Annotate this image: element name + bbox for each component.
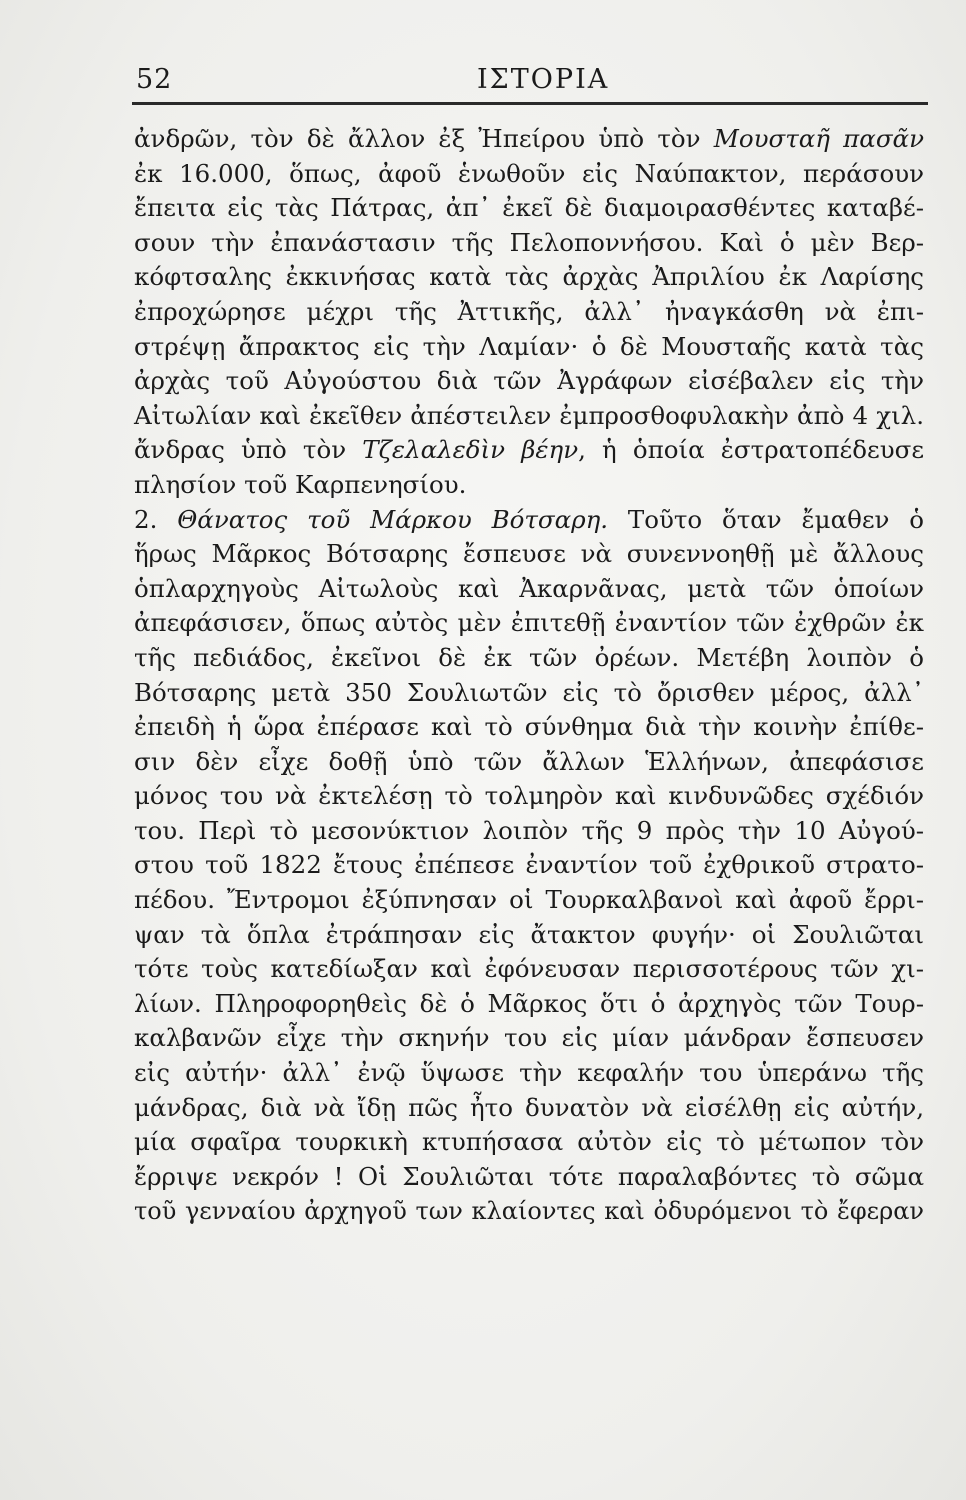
text-segment: , ἡ ὁποία ἐστρατοπέδευσε: [578, 435, 925, 465]
text-segment: ὁπλαρχηγοὺς Αἰτωλοὺς καὶ Ἀκαρνᾶνας, μετὰ τῶν ὁποίων: [134, 573, 924, 603]
text-segment: εἰς αὐτήν· ἀλλ᾽ ἐνῷ ὕψωσε τὴν κεφαλήν του ὑπεράνω τῆς: [134, 1058, 924, 1088]
text-line: [134, 191, 924, 226]
text-line: [134, 952, 924, 987]
page-number: 52: [136, 64, 173, 95]
header-rule: [132, 102, 928, 105]
text-line: [134, 641, 924, 676]
text-segment: ἐκ 16.000, ὅπως, ἀφοῦ ἑνωθοῦν εἰς Ναύπακτον, περάσουν: [134, 158, 924, 188]
text-line: [134, 676, 924, 711]
text-segment: μία σφαῖρα τουρκικὴ κτυπήσασα αὐτὸν εἰς τὸ μέτωπον τὸν: [134, 1127, 924, 1157]
text-line: [134, 468, 924, 503]
text-segment: κόφτσαλης ἐκκινήσας κατὰ τὰς ἀρχὰς Ἀπριλίου ἐκ Λαρίσης: [134, 262, 924, 292]
text-line: [134, 503, 924, 538]
text-line: [134, 710, 924, 745]
text-line: [134, 399, 924, 434]
text-segment: ἔρριψε νεκρόν ! Οἱ Σουλιῶται τότε παραλαβόντες τὸ σῶμα: [134, 1161, 924, 1191]
text-line: [134, 433, 924, 468]
text-line: [134, 1056, 924, 1091]
text-line: [134, 848, 924, 883]
text-segment: πέδου. Ἔντρομοι ἐξύπνησαν οἱ Τουρκαλβανοὶ καὶ ἀφοῦ ἔρρι-: [134, 885, 924, 915]
text-line: [134, 330, 924, 365]
text-line: [134, 814, 924, 849]
text-line: [134, 745, 924, 780]
text-segment: ἐπροχώρησε μέχρι τῆς Ἀττικῆς, ἀλλ᾽ ἠναγκάσθη νὰ ἐπι-: [134, 296, 924, 326]
text-line: [134, 883, 924, 918]
text-segment: στου τοῦ 1822 ἔτους ἐπέπεσε ἐναντίον τοῦ ἐχθρικοῦ στρατο-: [134, 850, 924, 880]
text-line: [134, 1160, 924, 1195]
body-text: [134, 122, 924, 1229]
text-line: [134, 364, 924, 399]
text-line: [134, 122, 924, 157]
text-segment: Βότσαρης μετὰ 350 Σουλιωτῶν εἰς τὸ ὄρισθεν μέρος, ἀλλ᾽: [134, 677, 924, 707]
text-segment: Αἰτωλίαν καὶ ἐκεῖθεν ἀπέστειλεν ἐμπροσθοφυλακὴν ἀπὸ 4 χιλ.: [134, 400, 924, 430]
text-segment: στρέψῃ ἄπρακτος εἰς τὴν Λαμίαν· ὁ δὲ Μουσταῆς κατὰ τὰς: [134, 331, 924, 361]
text-segment: ἔπειτα εἰς τὰς Πάτρας, ἀπ᾽ ἐκεῖ δὲ διαμοιρασθέντες καταβέ-: [134, 193, 924, 223]
page-header: [132, 62, 928, 102]
text-segment: τοῦ γενναίου ἀρχηγοῦ των κλαίοντες καὶ ὀδυρόμενοι τὸ ἔφεραν: [134, 1197, 924, 1226]
italic-segment: Μουσταῆ πασᾶν: [713, 124, 924, 153]
text-line: [134, 1125, 924, 1160]
text-segment: σιν δὲν εἶχε δοθῇ ὑπὸ τῶν ἄλλων Ἑλλήνων, ἀπεφάσισε: [134, 746, 924, 776]
text-segment: ἥρως Μᾶρκος Βότσαρης ἔσπευσε νὰ συνεννοηθῇ μὲ ἄλλους: [134, 539, 924, 569]
text-segment: 2.: [134, 504, 178, 534]
text-line: [134, 918, 924, 953]
text-line: [134, 572, 924, 607]
text-segment: ἄνδρας ὑπὸ τὸν: [134, 435, 363, 465]
text-segment: Τοῦτο ὅταν ἔμαθεν ὁ: [608, 504, 925, 534]
text-segment: μάνδρας, διὰ νὰ ἴδῃ πῶς ἦτο δυνατὸν νὰ εἰσέλθῃ εἰς αὐτήν,: [134, 1092, 924, 1122]
text-segment: ἀπεφάσισεν, ὅπως αὐτὸς μὲν ἐπιτεθῇ ἐναντίον τῶν ἐχθρῶν ἐκ: [134, 608, 924, 638]
text-segment: ἀνδρῶν, τὸν δὲ ἄλλον ἐξ Ἠπείρου ὑπὸ τὸν: [134, 124, 714, 153]
text-segment: μόνος του νὰ ἐκτελέσῃ τὸ τολμηρὸν καὶ κινδυνῶδες σχέδιόν: [134, 781, 924, 811]
text-segment: ψαν τὰ ὅπλα ἐτράπησαν εἰς ἄτακτον φυγήν· οἱ Σουλιῶται: [134, 919, 924, 949]
text-line: [134, 1091, 924, 1126]
text-segment: λίων. Πληροφορηθεὶς δὲ ὁ Μᾶρκος ὅτι ὁ ἀρχηγὸς τῶν Τουρ-: [134, 988, 924, 1018]
text-line: [134, 226, 924, 261]
text-line: [134, 260, 924, 295]
text-segment: τότε τοὺς κατεδίωξαν καὶ ἐφόνευσαν περισσοτέρους τῶν χι-: [134, 954, 924, 984]
text-line: [134, 537, 924, 572]
text-segment: του. Περὶ τὸ μεσονύκτιον λοιπὸν τῆς 9 πρὸς τὴν 10 Αὐγού-: [134, 815, 924, 845]
text-segment: πλησίον τοῦ Καρπενησίου.: [134, 469, 467, 499]
text-line: [134, 779, 924, 814]
text-segment: σουν τὴν ἐπανάστασιν τῆς Πελοποννήσου. Καὶ ὁ μὲν Βερ-: [134, 227, 924, 257]
italic-segment: Θάνατος τοῦ Μάρκου Βότσαρη.: [177, 504, 609, 534]
text-line: [134, 295, 924, 330]
text-segment: τῆς πεδιάδος, ἐκεῖνοι δὲ ἐκ τῶν ὀρέων. Μετέβη λοιπὸν ὁ: [134, 642, 924, 672]
text-segment: ἀρχὰς τοῦ Αὐγούστου διὰ τῶν Ἀγράφων εἰσέβαλεν εἰς τὴν: [134, 366, 924, 396]
running-head: ΙΣΤΟΡΙΑ: [477, 64, 610, 95]
text-line: [134, 606, 924, 641]
text-line: [134, 1194, 924, 1229]
italic-segment: Τζελαλεδὶν βέην: [362, 435, 579, 465]
text-line: [134, 987, 924, 1022]
text-segment: ἐπειδὴ ἡ ὥρα ἐπέρασε καὶ τὸ σύνθημα διὰ τὴν κοινὴν ἐπίθε-: [134, 712, 924, 742]
text-line: [134, 157, 924, 192]
text-segment: καλβανῶν εἶχε τὴν σκηνήν του εἰς μίαν μάνδραν ἔσπευσεν: [134, 1023, 924, 1053]
text-line: [134, 1021, 924, 1056]
